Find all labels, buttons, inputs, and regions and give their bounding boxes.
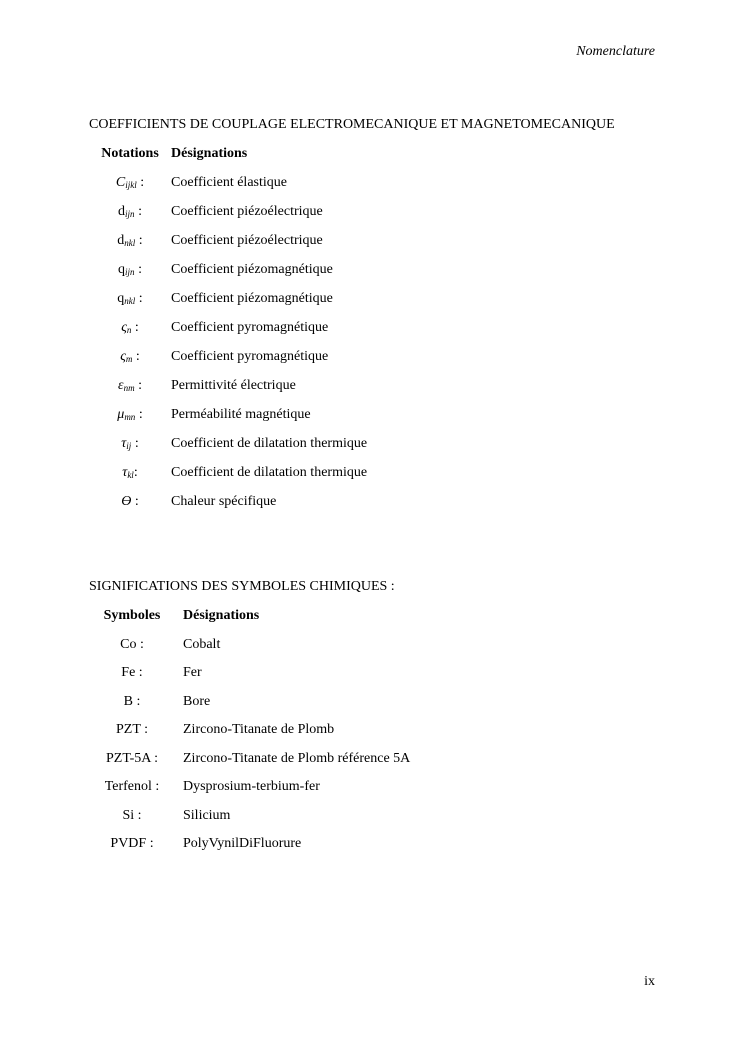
designation: Coefficient de dilatation thermique (171, 465, 368, 480)
notation-symbol (95, 233, 165, 249)
notation-colon: : (134, 262, 142, 277)
designation: Coefficient de dilatation thermique (171, 436, 368, 451)
page-number: ix (644, 974, 655, 989)
column-header-symboles: Symboles (103, 608, 161, 623)
notation-symbol (95, 204, 165, 220)
notation-subscript: ijkl (125, 180, 137, 190)
notation-colon: : (133, 465, 138, 480)
notation-base: τ (121, 436, 127, 451)
designation: Coefficient élastique (171, 175, 287, 190)
column-header-designations: Désignations (183, 608, 260, 623)
designation: Coefficient pyromagnétique (171, 349, 329, 364)
notation-subscript: kl (127, 470, 134, 480)
designation: PolyVynilDiFluorure (183, 836, 302, 851)
notation-base: q (118, 262, 126, 277)
chemical-symbol: Fe : (121, 665, 143, 680)
chemical-symbol: PVDF : (110, 836, 154, 851)
notation-base: C (115, 175, 126, 190)
notation-subscript: m (125, 354, 133, 364)
notation-symbol (95, 175, 165, 191)
notation-base: ς (120, 349, 126, 364)
notation-colon: : (134, 378, 142, 393)
chemical-symbol: PZT-5A : (106, 751, 158, 766)
chemical-symbol: Co : (120, 637, 144, 652)
notation-symbol (95, 407, 165, 423)
notation-colon: : (132, 349, 140, 364)
notation-symbol (95, 320, 165, 336)
chemical-symbol: Terfenol : (104, 779, 160, 794)
notation-subscript: mn (124, 412, 136, 422)
notation-colon: : (135, 291, 143, 306)
notation-colon: : (136, 175, 145, 190)
notation-colon: : (134, 204, 142, 219)
column-header-notations: Notations (101, 146, 159, 161)
notation-base: μ (117, 407, 125, 422)
designation: Zircono-Titanate de Plomb référence 5A (183, 751, 411, 766)
designation: Bore (183, 694, 211, 709)
designation: Coefficient piézoélectrique (171, 233, 323, 248)
notation-subscript: nkl (124, 238, 136, 248)
notation-base: d (117, 233, 125, 248)
notation-symbol (95, 262, 165, 278)
notation-base: q (117, 291, 125, 306)
notation-colon: : (131, 320, 139, 335)
designation: Coefficient piézomagnétique (171, 262, 333, 277)
designation: Cobalt (183, 637, 221, 652)
notation-symbol (95, 378, 165, 394)
notation-base: ϴ (121, 494, 132, 509)
notation-subscript: ijn (125, 267, 135, 277)
running-header: Nomenclature (576, 44, 655, 59)
notation-colon: : (131, 494, 139, 509)
designation: Silicium (183, 808, 231, 823)
designation: Fer (183, 665, 202, 680)
section-title-chemical-symbols: SIGNIFICATIONS DES SYMBOLES CHIMIQUES : (89, 579, 395, 594)
column-header-designations: Désignations (171, 146, 248, 161)
notation-subscript: n (126, 325, 132, 335)
notation-colon: : (135, 407, 143, 422)
notation-base: τ (122, 465, 128, 480)
designation: Permittivité électrique (171, 378, 296, 393)
chemical-symbol: PZT : (115, 722, 149, 737)
notation-colon: : (135, 233, 143, 248)
notation-colon: : (131, 436, 139, 451)
designation: Coefficient piézomagnétique (171, 291, 333, 306)
designation: Coefficient pyromagnétique (171, 320, 329, 335)
notation-base: ε (118, 378, 124, 393)
designation: Chaleur spécifique (171, 494, 277, 509)
notation-symbol (95, 494, 165, 510)
notation-subscript: nkl (124, 296, 136, 306)
notation-symbol (95, 465, 165, 481)
designation: Dysprosium-terbium-fer (183, 779, 320, 794)
notation-base: d (118, 204, 126, 219)
section-title-coefficients: COEFFICIENTS DE COUPLAGE ELECTROMECANIQUE ET MAGNETOMECANIQUE (89, 117, 615, 132)
notation-symbol (95, 291, 165, 307)
chemical-symbol: B : (123, 694, 141, 709)
designation: Coefficient piézoélectrique (171, 204, 323, 219)
notation-symbol (95, 436, 165, 452)
notation-symbol (95, 349, 165, 365)
chemical-symbol: Si : (122, 808, 142, 823)
designation: Perméabilité magnétique (171, 407, 311, 422)
designation: Zircono-Titanate de Plomb (183, 722, 335, 737)
notation-subscript: ij (126, 441, 132, 451)
notation-subscript: ijn (125, 209, 135, 219)
notation-subscript: nm (123, 383, 135, 393)
notation-base: ς (121, 320, 127, 335)
